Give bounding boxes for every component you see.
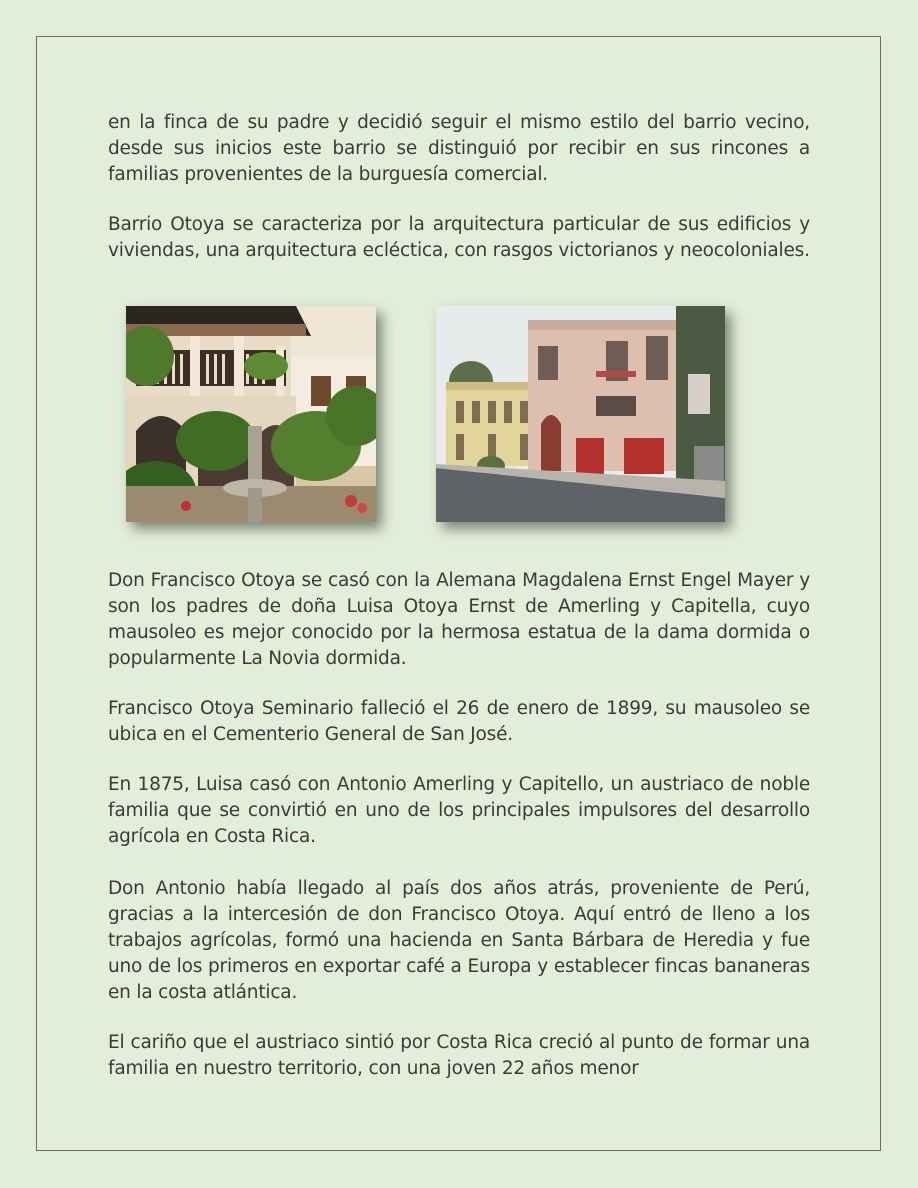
paragraph-carino: El cariño que el austriaco sintió por Costa Rica creció al punto de formar una familia en nuestro territorio, con una joven 22 años menor xyxy=(108,1032,810,1079)
paragraph-fallecimiento: Francisco Otoya Seminario falleció el 26 de enero de 1899, su mausoleo se ubica en el Cementerio General de San José. xyxy=(108,698,810,745)
paragraph-don-antonio: Don Antonio había llegado al país dos años atrás, proveniente de Perú, gracias a la intercesión de don Francisco Otoya. Aquí entró de lleno a los trabajos agrícolas, formó una hacienda en Santa Bárbara de Heredia y fue uno de los primeros en exportar café a Europa y establecer fincas bananeras en la costa atlántica. xyxy=(108,878,810,1003)
street-buildings-photo xyxy=(436,306,725,522)
paragraph-francisco-otoya: Don Francisco Otoya se casó con la Alemana Magdalena Ernst Engel Mayer y son los padres de doña Luisa Otoya Ernst de Amerling y Capitella, cuyo mausoleo es mejor conocido por la hermosa estatua de la dama dormida o popularmente La Novia dormida. xyxy=(108,570,810,669)
paragraph-luisa: En 1875, Luisa casó con Antonio Amerling y Capitello, un austriaco de noble familia que se convirtió en uno de los principales impulsores del desarrollo agrícola en Costa Rica. xyxy=(108,774,810,847)
paragraph-arquitectura: Barrio Otoya se caracteriza por la arquitectura particular de sus edificios y viviendas, una arquitectura ecléctica, con rasgos victorianos y neocoloniales. xyxy=(108,214,810,261)
paragraph-finca: en la finca de su padre y decidió seguir el mismo estilo del barrio vecino, desde sus inicios este barrio se distinguió por recibir en sus rincones a familias provenientes de la burguesía comercial. xyxy=(108,112,810,185)
courtyard-photo xyxy=(126,306,376,522)
